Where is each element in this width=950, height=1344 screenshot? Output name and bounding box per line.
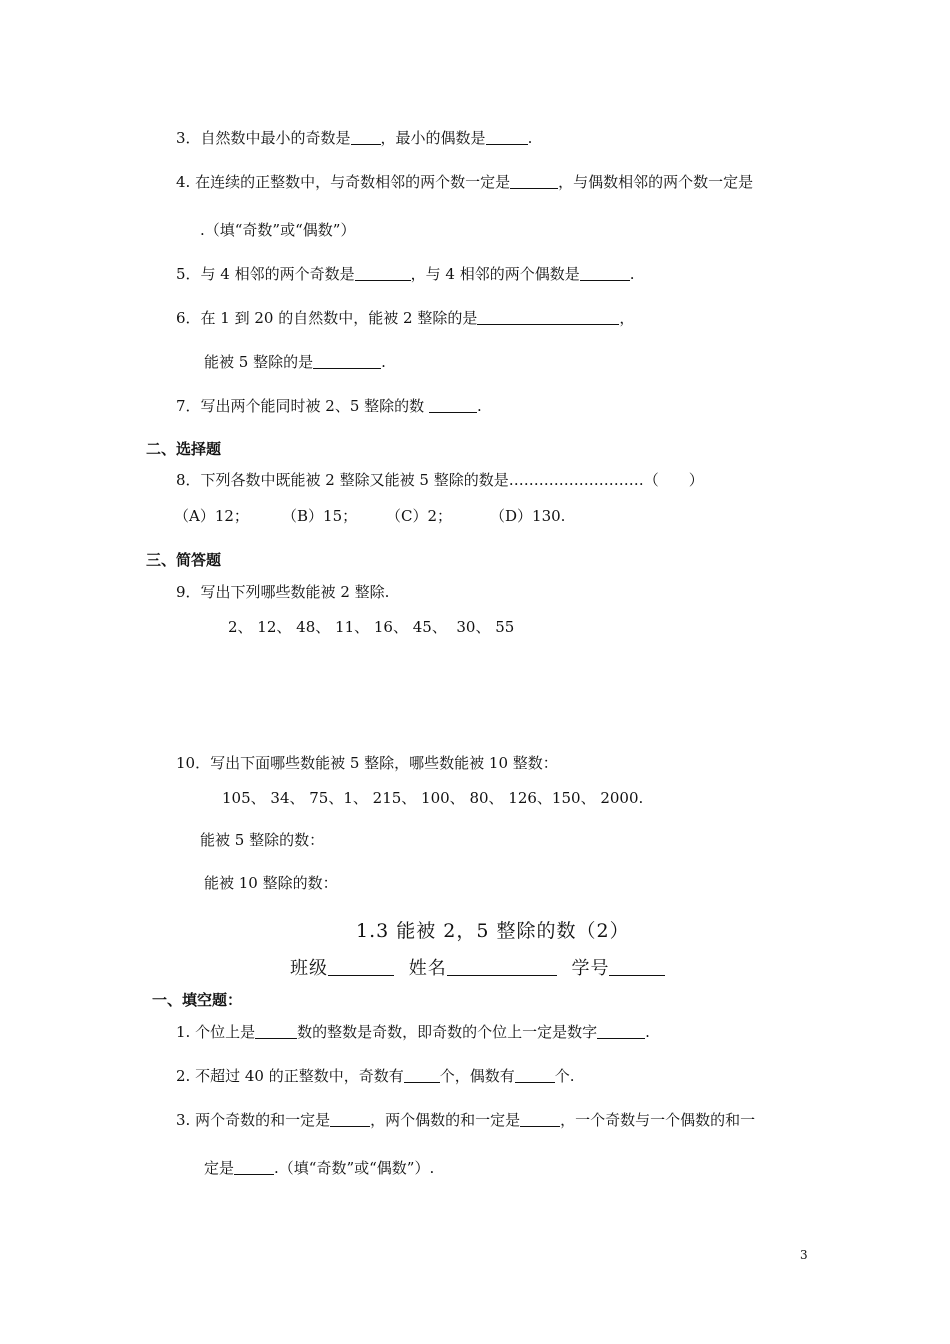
section-heading-short-answer: 三、简答题 [146, 551, 222, 569]
option-c: （C）2； [386, 507, 453, 525]
name-blank[interactable] [447, 960, 557, 976]
question-9-numbers: 2、 12、 48、 11、 16、 45、 30、 55 [228, 618, 515, 636]
problem-3: 3. 两个奇数的和一定是 ，两个偶数的和一定是 ，一个奇数与一个偶数的和一 [176, 1111, 756, 1129]
answer-blank[interactable] [404, 1067, 440, 1083]
answer-blank[interactable] [429, 397, 477, 413]
option-d: （D）130. [490, 507, 566, 525]
question-9: 9．写出下列哪些数能被 2 整除. [176, 583, 390, 601]
worksheet-title: 1.3 能被 2，5 整除的数（2） [356, 920, 630, 942]
answer-blank[interactable] [234, 1159, 274, 1175]
answer-blank[interactable] [313, 353, 381, 369]
question-10-numbers: 105、 34、 75、1、 215、 100、 80、 126、150、 2000. [222, 789, 644, 807]
answer-blank[interactable] [597, 1023, 645, 1039]
answer-blank[interactable] [255, 1023, 297, 1039]
question-5: 5．与 4 相邻的两个奇数是 ，与 4 相邻的两个偶数是 . [176, 265, 635, 283]
question-10: 10．写出下面哪些数能被 5 整除，哪些数能被 10 整数： [176, 754, 558, 772]
problem-2: 2. 不超过 40 的正整数中，奇数有 个，偶数有 个. [176, 1067, 575, 1085]
question-6-continued: 能被 5 整除的是 . [204, 353, 386, 371]
answer-blank[interactable] [355, 265, 411, 281]
question-4: 4. 在连续的正整数中，与奇数相邻的两个数一定是 ，与偶数相邻的两个数一定是 [176, 173, 754, 191]
section-heading-choice: 二、选择题 [146, 440, 222, 458]
problem-3-continued: 定是 .（填“奇数”或“偶数”）. [204, 1159, 435, 1177]
answer-blank[interactable] [486, 129, 528, 145]
problem-1: 1. 个位上是 数的整数是奇数，即奇数的个位上一定是数字 . [176, 1023, 650, 1041]
question-3: 3．自然数中最小的奇数是 ，最小的偶数是 . [176, 129, 533, 147]
student-id-blank[interactable] [609, 960, 665, 976]
answer-blank[interactable] [580, 265, 630, 281]
option-a: （A）12； [174, 507, 249, 525]
answer-blank[interactable] [477, 309, 619, 325]
answer-blank[interactable] [330, 1111, 370, 1127]
question-8: 8．下列各数中既能被 2 整除又能被 5 整除的数是………………………（ ） [176, 471, 704, 489]
page-number: 3 [800, 1248, 808, 1262]
student-header: 班级 姓名 学号 [290, 954, 665, 980]
question-7: 7．写出两个能同时被 2、5 整除的数 . [176, 397, 482, 415]
answer-blank[interactable] [520, 1111, 560, 1127]
answer-label-divisible-5: 能被 5 整除的数： [200, 831, 325, 849]
class-blank[interactable] [328, 960, 394, 976]
question-6: 6．在 1 到 20 的自然数中，能被 2 整除的是 ， [176, 309, 635, 327]
answer-blank[interactable] [351, 129, 381, 145]
answer-label-divisible-10: 能被 10 整除的数： [204, 874, 338, 892]
section-heading-fill-blank: 一、填空题： [152, 991, 243, 1009]
answer-blank[interactable] [510, 173, 558, 189]
answer-blank[interactable] [515, 1067, 555, 1083]
question-4-continued: .（填“奇数”或“偶数”） [200, 221, 356, 239]
option-b: （B）15； [282, 507, 358, 525]
